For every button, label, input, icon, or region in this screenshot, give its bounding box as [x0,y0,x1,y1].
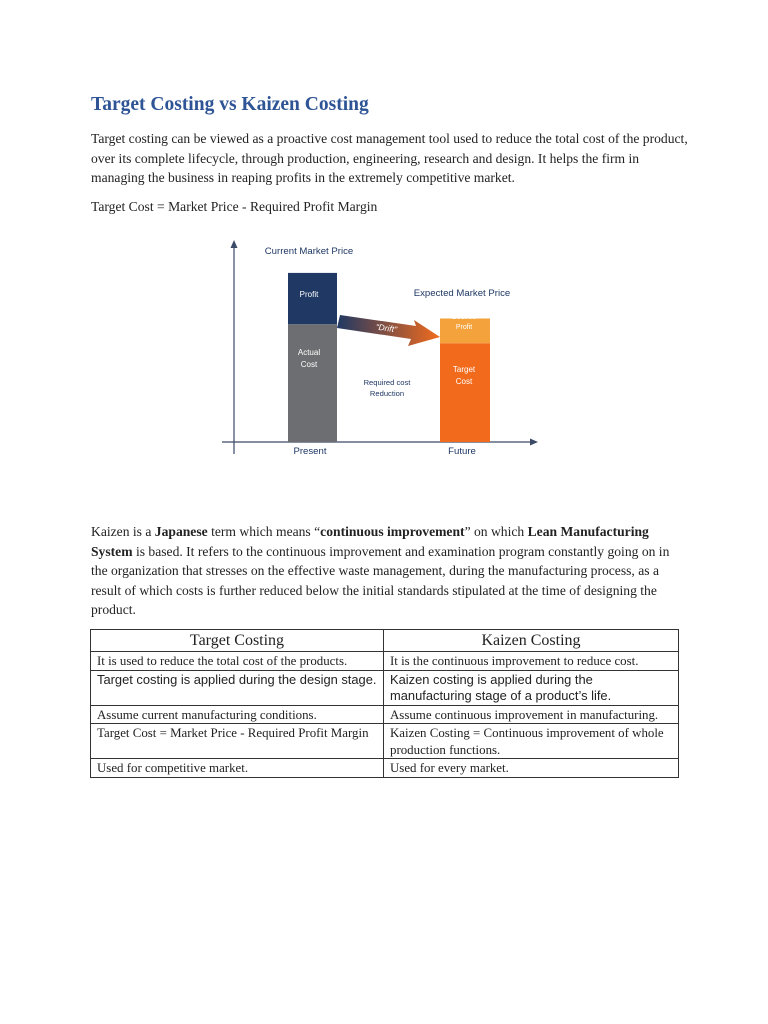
table-row [91,759,679,778]
target-cost-chart [218,236,540,462]
kaizen-bold-lean-system: Lean Manufacturing System [91,524,649,559]
x-tick-future: Future [448,446,476,457]
header-target-costing: Target Costing [91,630,384,652]
table-cell: It is the continuous improvement to reduce cost. [384,652,679,671]
desired-profit-label-2: Profit [455,324,473,331]
table-header-row [91,630,679,652]
table-row [91,652,679,671]
page-title: Target Costing vs Kaizen Costing [91,94,369,115]
target-cost-label-1: Target [452,365,476,374]
x-axis-arrowhead [530,439,538,446]
actual-cost-label-2: Cost [300,360,318,369]
header-kaizen-costing: Kaizen Costing [384,630,679,652]
table-cell: Target Cost = Market Price - Required Profit Margin [91,724,384,759]
table-cell: Kaizen costing is applied during the manufacturing stage of a product’s life. [384,670,679,705]
table-cell: Kaizen Costing = Continuous improvement of whole production functions. [384,724,679,759]
table-cell: Used for every market. [384,759,679,778]
bar-actual-cost [288,324,337,442]
table-cell: Assume current manufacturing conditions. [91,705,384,724]
drift-label: “Drift” [375,321,398,335]
table-row [91,724,679,759]
x-tick-present: Present [293,446,327,457]
required-reduction-label-1: Required cost [363,378,411,387]
kaizen-bold-japanese: Japanese [154,524,208,539]
table-row [91,670,679,705]
required-reduction-label-2: Reduction [369,389,405,398]
current-market-price-label: Current Market Price [264,246,354,257]
kaizen-paragraph: Kaizen is a Japanese term which means “continuous improvement” on which Lean Manufacturing System is based. It refers to the continuous improvement and examination program constantly going on in the organization that stresses on the effective waste management, during the manufacturing process, as a result of which costs is further reduced below the initial standards stipulated at the time of designing the product. [91,524,670,617]
intro-paragraph: Target costing can be viewed as a proactive cost management tool used to reduce the total cost of the product, over its complete lifecycle, through production, engineering, research and design. It helps the firm in managing the business in reaping profits in the extremely competitive market. [91,131,688,185]
y-axis-arrowhead [231,240,238,248]
table-row [91,705,679,724]
actual-cost-label-1: Actual [297,348,321,357]
profit-bar-label: Profit [299,290,319,299]
table-cell: Assume continuous improvement in manufacturing. [384,705,679,724]
formula-line: Target Cost = Market Price - Required Profit Margin [91,199,378,214]
table-cell: It is used to reduce the total cost of the products. [91,652,384,671]
bar-target-cost [440,343,490,442]
target-cost-label-2: Cost [455,377,473,386]
desired-profit-label-1: Desired [451,314,477,321]
kaizen-bold-continuous-improvement: continuous improvement [320,524,465,539]
table-cell: Used for competitive market. [91,759,384,778]
expected-market-price-label: Expected Market Price [413,288,511,299]
table-cell: Target costing is applied during the design stage. [91,670,384,705]
comparison-table [90,629,679,778]
